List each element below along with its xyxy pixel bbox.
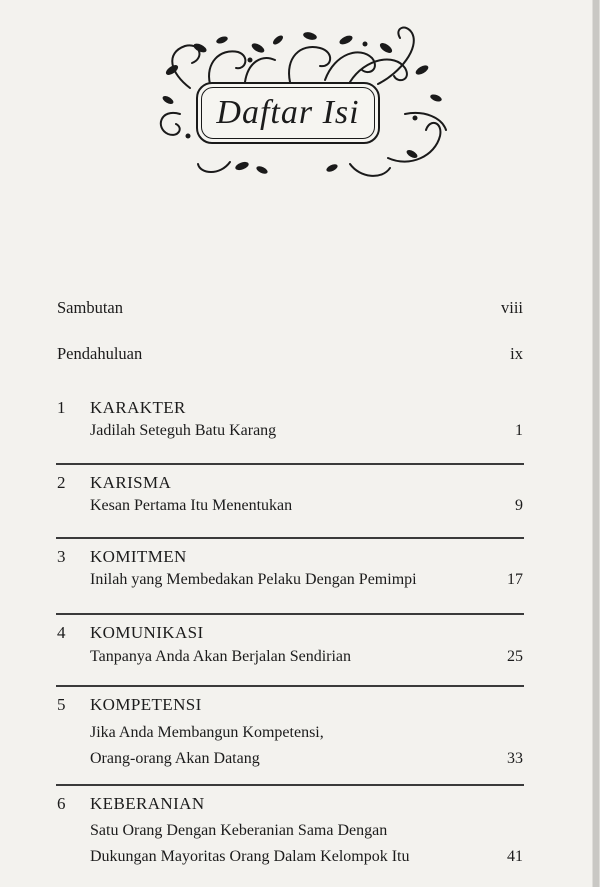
chapter-divider [56, 784, 524, 786]
chapter-number: 5 [57, 695, 66, 714]
chapter-subtitle [90, 720, 523, 772]
chapter-divider [56, 537, 524, 539]
chapter-page: 1 [515, 422, 523, 439]
subtitle-line: Tanpanya Anda Akan Berjalan Sendirian [90, 648, 352, 665]
title-frame [196, 82, 380, 144]
chapter-number: 6 [57, 794, 66, 813]
chapter-heading[interactable] [57, 473, 523, 493]
chapter-title: KEBERANIAN [90, 794, 205, 813]
chapter-heading[interactable] [57, 623, 523, 643]
chapter-subtitle [90, 493, 523, 519]
entry-label: Pendahuluan [57, 344, 143, 363]
page-title: Daftar Isi [216, 94, 360, 131]
chapter-divider [56, 463, 524, 465]
chapter-page: 41 [507, 848, 523, 865]
title-ornament [150, 18, 460, 188]
entry-label: Sambutan [57, 298, 123, 317]
entry-page: ix [510, 344, 523, 363]
subtitle-line: Jika Anda Membangun Kompetensi, [90, 724, 324, 741]
chapter-title: KARISMA [90, 473, 172, 492]
chapter-page: 25 [507, 648, 523, 665]
chapter-title: KARAKTER [90, 398, 186, 417]
chapter-subtitle [90, 818, 523, 870]
chapter-number: 2 [57, 473, 66, 492]
subtitle-line: Kesan Pertama Itu Menentukan [90, 497, 293, 514]
chapter-number: 3 [57, 547, 66, 566]
chapter-divider [56, 613, 524, 615]
chapter-title: KOMPETENSI [90, 695, 202, 714]
toc-entry-pendahuluan[interactable] [57, 344, 523, 364]
subtitle-line: Orang-orang Akan Datang [90, 750, 260, 767]
chapter-heading[interactable] [57, 794, 523, 814]
chapter-divider [56, 685, 524, 687]
chapter-subtitle [90, 418, 523, 444]
chapter-page: 9 [515, 497, 523, 514]
subtitle-line: Jadilah Seteguh Batu Karang [90, 422, 277, 439]
chapter-subtitle [90, 567, 523, 593]
entry-page: viii [500, 298, 523, 317]
subtitle-line: Satu Orang Dengan Keberanian Sama Dengan [90, 822, 388, 839]
chapter-heading[interactable] [57, 398, 523, 418]
chapter-heading[interactable] [57, 695, 523, 715]
chapter-heading[interactable] [57, 547, 523, 567]
subtitle-line: Dukungan Mayoritas Orang Dalam Kelompok Itu [90, 848, 410, 865]
chapter-number: 1 [57, 398, 66, 417]
chapter-title: KOMUNIKASI [90, 623, 204, 642]
chapter-subtitle [90, 644, 523, 670]
chapter-number: 4 [57, 623, 66, 642]
chapter-page: 17 [507, 571, 523, 588]
chapter-title: KOMITMEN [90, 547, 187, 566]
subtitle-line: Inilah yang Membedakan Pelaku Dengan Pemimpi [90, 571, 417, 588]
chapter-page: 33 [507, 750, 523, 767]
toc-entry-sambutan[interactable] [57, 298, 523, 318]
